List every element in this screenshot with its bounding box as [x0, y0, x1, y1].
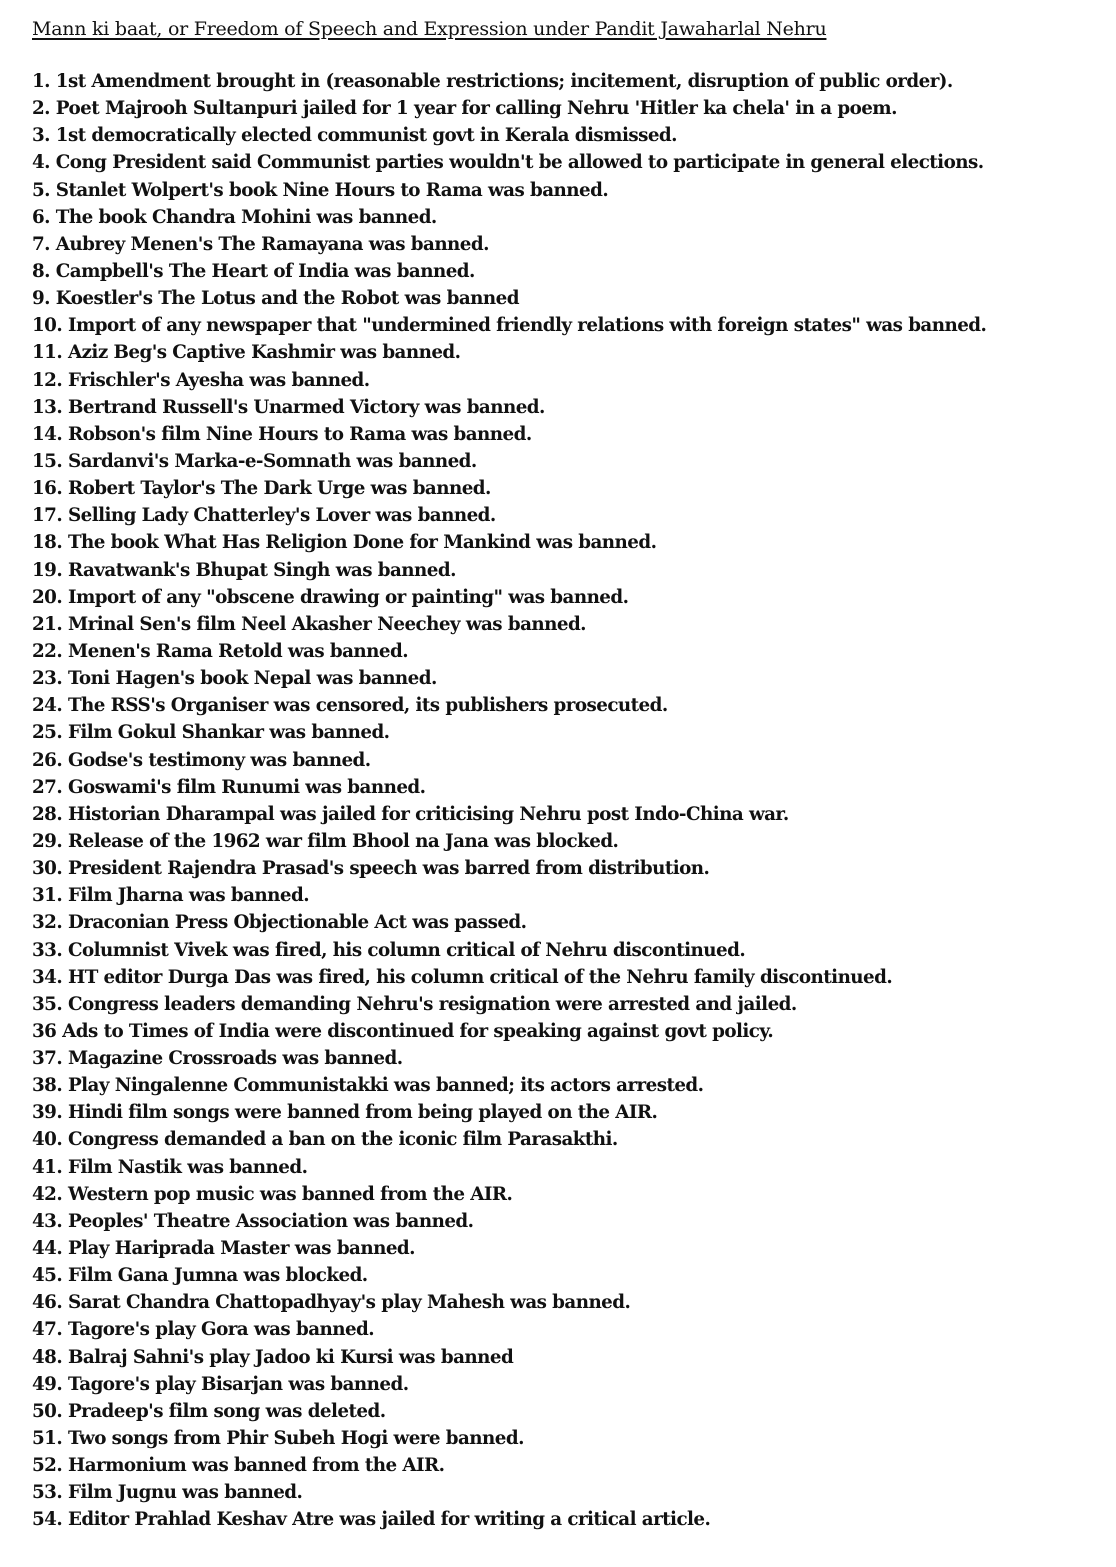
- list-item: 3. 1st democratically elected communist govt in Kerala dismissed.: [32, 125, 677, 147]
- list-item: 52. Harmonium was banned from the AIR.: [32, 1455, 445, 1477]
- list-item: 50. Pradeep's film song was deleted.: [32, 1400, 386, 1422]
- list-item: 39. Hindi film songs were banned from being played on the AIR.: [32, 1102, 658, 1124]
- list-item: 18. The book What Has Religion Done for Mankind was banned.: [32, 532, 657, 554]
- list-item: 33. Columnist Vivek was fired, his column critical of Nehru discontinued.: [32, 939, 746, 961]
- list-item: 20. Import of any "obscene drawing or painting" was banned.: [32, 586, 629, 608]
- list-item: 45. Film Gana Jumna was blocked.: [32, 1265, 368, 1287]
- list-item: 16. Robert Taylor's The Dark Urge was banned.: [32, 478, 491, 500]
- list-item: 54. Editor Prahlad Keshav Atre was jailed for writing a critical article.: [32, 1509, 711, 1531]
- list-item: 28. Historian Dharampal was jailed for criticising Nehru post Indo-China war.: [32, 803, 789, 825]
- list-item: 23. Toni Hagen's book Nepal was banned.: [32, 668, 437, 690]
- list-item: 19. Ravatwank's Bhupat Singh was banned.: [32, 559, 456, 581]
- list-item: 5. Stanlet Wolpert's book Nine Hours to Rama was banned.: [32, 179, 609, 201]
- list-item: 34. HT editor Durga Das was fired, his column critical of the Nehru family discontinued.: [32, 966, 893, 988]
- list-item: 7. Aubrey Menen's The Ramayana was banned.: [32, 233, 489, 255]
- list-item: 35. Congress leaders demanding Nehru's resignation were arrested and jailed.: [32, 993, 797, 1015]
- list-item: 47. Tagore's play Gora was banned.: [32, 1319, 375, 1341]
- list-item: 9. Koestler's The Lotus and the Robot was banned: [32, 288, 519, 310]
- list-item: 26. Godse's testimony was banned.: [32, 749, 371, 771]
- list-item: 24. The RSS's Organiser was censored, its publishers prosecuted.: [32, 695, 668, 717]
- list-item: 42. Western pop music was banned from the AIR.: [32, 1183, 513, 1205]
- list-item: 48. Balraj Sahni's play Jadoo ki Kursi was banned: [32, 1346, 514, 1368]
- list-item: 15. Sardanvi's Marka-e-Somnath was banned.: [32, 450, 477, 472]
- list-item: 2. Poet Majrooh Sultanpuri jailed for 1 year for calling Nehru 'Hitler ka chela' in a poem.: [32, 98, 897, 120]
- list-item: 4. Cong President said Communist parties wouldn't be allowed to participate in general elections.: [32, 152, 984, 174]
- list-item: 51. Two songs from Phir Subeh Hogi were banned.: [32, 1428, 524, 1450]
- list-item: 29. Release of the 1962 war film Bhool na Jana was blocked.: [32, 830, 619, 852]
- document-title: Mann ki baat, or Freedom of Speech and Expression under Pandit Jawaharlal Nehru: [32, 18, 827, 40]
- list-item: 11. Aziz Beg's Captive Kashmir was banned.: [32, 342, 461, 364]
- list-item: 10. Import of any newspaper that "undermined friendly relations with foreign states" was banned.: [32, 315, 987, 337]
- list-item: 12. Frischler's Ayesha was banned.: [32, 369, 370, 391]
- list-item: 37. Magazine Crossroads was banned.: [32, 1048, 403, 1070]
- list-item: 41. Film Nastik was banned.: [32, 1156, 308, 1178]
- list-item: 22. Menen's Rama Retold was banned.: [32, 640, 409, 662]
- list-item: 44. Play Haripradа Master was banned.: [32, 1238, 415, 1260]
- list-item: 17. Selling Lady Chatterley's Lover was banned.: [32, 505, 496, 527]
- list-item: 38. Play Ningalenne Communistakki was banned; its actors arrested.: [32, 1075, 704, 1097]
- list-item: 32. Draconian Press Objectionable Act was passed.: [32, 912, 527, 934]
- list-item: 21. Mrinal Sen's film Neel Akasher Neechey was banned.: [32, 613, 586, 635]
- list-item: 6. The book Chandra Mohini was banned.: [32, 206, 437, 228]
- list-item: 1. 1st Amendment brought in (reasonable restrictions; incitement, disruption of public order).: [32, 71, 953, 92]
- item-list: [32, 68, 986, 1534]
- list-item: 14. Robson's film Nine Hours to Rama was banned.: [32, 423, 532, 445]
- list-item: 49. Tagore's play Bisarjan was banned.: [32, 1373, 409, 1395]
- list-item: 25. Film Gokul Shankar was banned.: [32, 722, 390, 744]
- list-item: 31. Film Jharna was banned.: [32, 885, 310, 907]
- list-item: 27. Goswami's film Runumi was banned.: [32, 776, 426, 798]
- list-item: 8. Campbell's The Heart of India was banned.: [32, 260, 475, 282]
- list-item: 36 Ads to Times of India were discontinued for speaking against govt policy.: [32, 1020, 774, 1042]
- list-item: 30. President Rajendra Prasad's speech was barred from distribution.: [32, 858, 710, 880]
- list-item: 46. Sarat Chandra Chattopadhyay's play Mahesh was banned.: [32, 1292, 631, 1314]
- list-item: 13. Bertrand Russell's Unarmed Victory was banned.: [32, 396, 545, 418]
- list-item: 43. Peoples' Theatre Association was banned.: [32, 1210, 474, 1232]
- list-item: 53. Film Jugnu was banned.: [32, 1482, 303, 1504]
- list-item: 40. Congress demanded a ban on the iconic film Parasakthi.: [32, 1129, 618, 1151]
